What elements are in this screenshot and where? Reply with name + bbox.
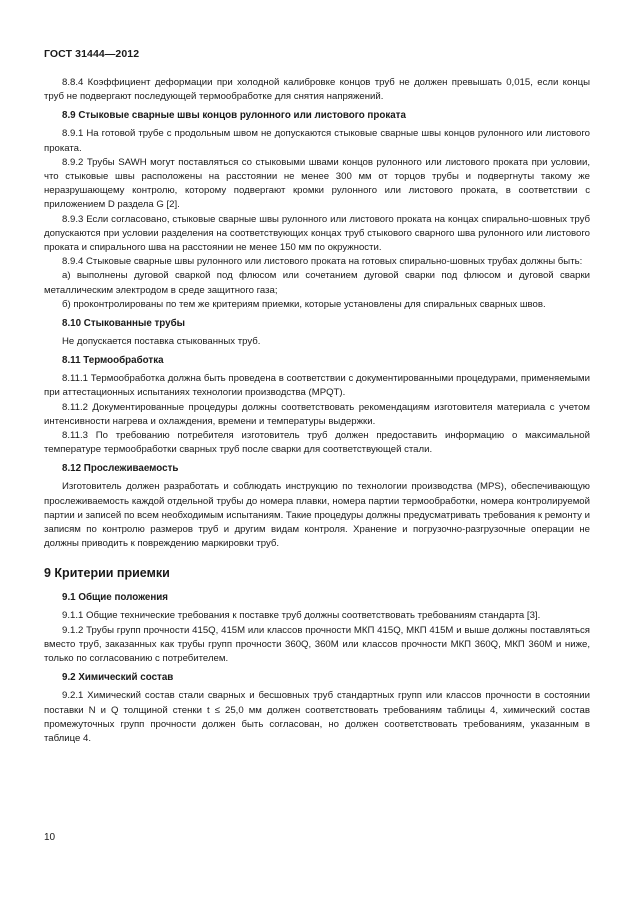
heading-8-11: 8.11 Термообработка [62, 355, 164, 367]
clause-8-9-4-a: а) выполнены дуговой сваркой под флюсом или сочетанием дуговой сварки под флюсом и дуговой сварки металлическим электродом в среде защитного газа; [44, 270, 590, 296]
heading-8-9: 8.9 Стыковые сварные швы концов рулонного или листового проката [62, 110, 406, 122]
clause-8-9-3: 8.9.3 Если согласовано, стыковые сварные швы рулонного или листового проката на концах спирально-шовных труб допускаются при условии разделения на соответствующих концах труб стыкового сварного шва рулонного или листового проката и спирального шва на расстоянии не менее 150 мм по окружности. [44, 213, 590, 254]
clause-8-11-2: 8.11.2 Документированные процедуры должны соответствовать рекомендациям изготовителя материала с учетом интенсивности нагрева и охлаждения, времени и температуры выдержки. [44, 401, 590, 427]
clause-9-1-2: 9.1.2 Трубы групп прочности 415Q, 415M или классов прочности МКП 415Q, МКП 415M и выше должны поставляться вместо труб, заказанных как трубы групп прочности 360Q, 360M или классов прочности МКП 360Q, МКП 360M и ниже, только по согласованию с потребителем. [44, 624, 590, 665]
document-header: ГОСТ 31444—2012 [44, 48, 140, 60]
section-9-title: 9 Критерии приемки [44, 566, 170, 581]
clause-9-2-1: 9.2.1 Химический состав стали сварных и бесшовных труб стандартных групп или классов прочности в состоянии поставки N и Q толщиной стенки t ≤ 25,0 мм должен соответствовать требованиям таблицы 4, химический состав промежуточных групп прочности должен быть согласован, но должен соответствовать требованиям, указанным в таблице 4. [44, 690, 590, 744]
clause-8-12: Изготовитель должен разработать и соблюдать инструкцию по технологии производства (MPS), обеспечивающую прослеживаемость каждой отдельной трубы до номера плавки, номера партии термообработки, номера контролируемой партии и записей по всем необходимым испытаниям. Такие процедуры должны предусматривать требования к ремонту и записям по контролю размеров труб и другим видам контроля. Хранение и погрузочно-разгрузочные операции не должны приводить к повреждению маркировки труб. [44, 481, 590, 550]
document-body [44, 76, 590, 746]
heading-8-12: 8.12 Прослеживаемость [62, 463, 179, 475]
clause-8-9-2: 8.9.2 Трубы SAWH могут поставляться со стыковыми швами концов рулонного или листового проката при условии, что стыковые швы расположены на расстоянии не менее 300 мм от торцов трубы и подвергнуты такому же неразрушающему контролю, которому подвергают кромки рулонного или листового проката, в соответствии с приложением D раздела G [2]. [44, 156, 590, 211]
heading-9-2: 9.2 Химический состав [62, 672, 174, 684]
heading-9-1: 9.1 Общие положения [62, 592, 169, 604]
heading-8-10: 8.10 Стыкованные трубы [62, 318, 186, 330]
clause-8-9-4: 8.9.4 Стыковые сварные швы рулонного или листового проката на готовых спирально-шовных трубах должны быть: [62, 256, 583, 268]
clause-8-9-1: 8.9.1 На готовой трубе с продольным швом не допускаются стыковые сварные швы концов рулонного или листового проката. [44, 128, 590, 154]
clause-9-1-1: 9.1.1 Общие технические требования к поставке труб должны соответствовать требованиям стандарта [3]. [62, 610, 541, 622]
clause-8-8-4: 8.8.4 Коэффициент деформации при холодной калибровке концов труб не должен превышать 0,015, если концы труб не подвергают последующей термообработке для снятия напряжений. [44, 77, 590, 103]
clause-8-10: Не допускается поставка стыкованных труб. [62, 336, 261, 348]
clause-8-11-3: 8.11.3 По требованию потребителя изготовитель труб должен предоставить информацию о максимальной температуре термообработки сварных труб после сварки для соответствующей стали. [44, 430, 590, 456]
clause-8-9-4-b: б) проконтролированы по тем же критериям приемки, которые установлены для спиральных сварных швов. [62, 298, 546, 310]
clause-8-11-1: 8.11.1 Термообработка должна быть проведена в соответствии с документированными процедурами, применяемыми при аттестационных испытаниях технологии производства (MPQT). [44, 373, 590, 399]
page-number: 10 [44, 832, 56, 843]
